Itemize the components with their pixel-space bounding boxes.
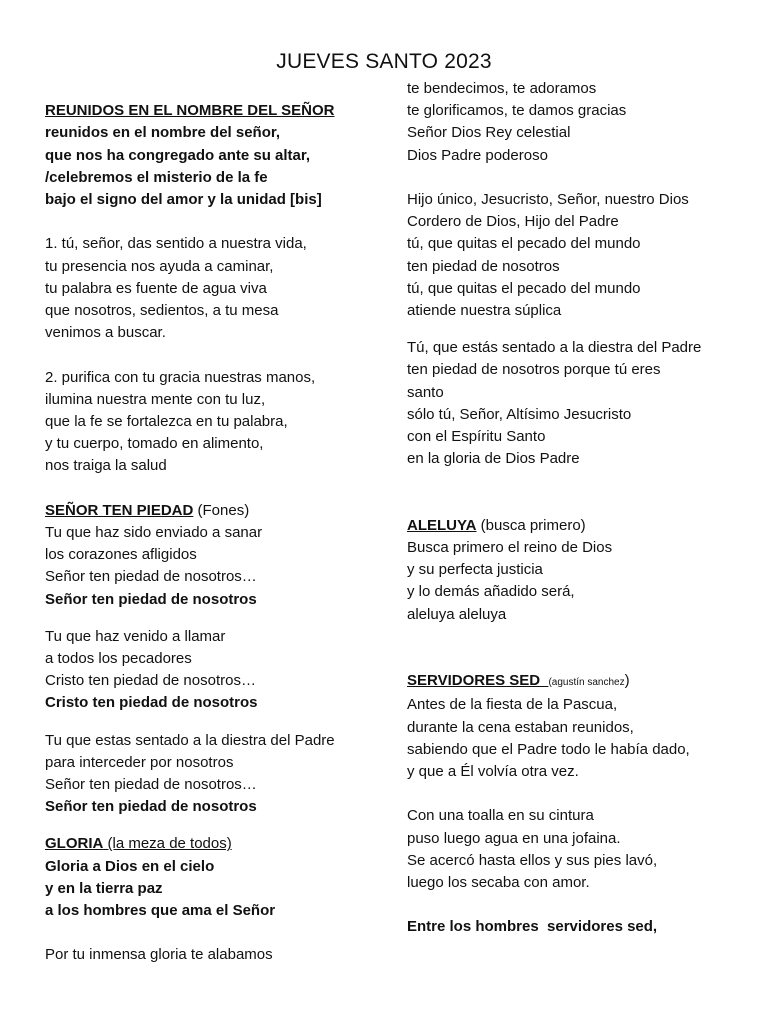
section-heading-servidores: SERVIDORES SED xyxy=(407,672,549,690)
verse-line: Antes de la fiesta de la Pascua, xyxy=(407,696,618,714)
section-heading-gloria-line xyxy=(45,833,375,855)
refrain-line: Entre los hombres servidores sed, xyxy=(407,918,658,936)
verse-line: nos traiga la salud xyxy=(45,457,167,475)
gloria-line: Señor Dios Rey celestial xyxy=(407,124,571,142)
response-line: Señor ten piedad de nosotros xyxy=(45,798,257,816)
section-author-close: ) xyxy=(624,672,630,690)
section-heading-reunidos: REUNIDOS EN EL NOMBRE DEL SEÑOR xyxy=(45,102,335,120)
verse-line: 2. purifica con tu gracia nuestras manos, xyxy=(45,368,316,386)
verse-line: y tu cuerpo, tomado en alimento, xyxy=(45,435,264,453)
aleluya-line: aleluya aleluya xyxy=(407,605,507,623)
verse-line: Señor ten piedad de nosotros… xyxy=(45,776,257,794)
gloria-line: tú, que quitas el pecado del mundo xyxy=(407,235,641,253)
section-heading-gloria: GLORIA xyxy=(45,835,104,853)
gloria-line: te bendecimos, te adoramos xyxy=(407,80,597,97)
page-title: JUEVES SANTO 2023 xyxy=(276,50,492,73)
response-line: Cristo ten piedad de nosotros xyxy=(45,694,258,712)
chorus-line: que nos ha congregado ante su altar, xyxy=(45,146,311,164)
response-line: Señor ten piedad de nosotros xyxy=(45,590,257,608)
section-heading-senor-line xyxy=(45,500,375,522)
gloria-line: santo xyxy=(407,383,444,401)
verse-line: luego los secaba con amor. xyxy=(407,874,590,892)
right-column xyxy=(407,78,737,939)
gloria-line: Por tu inmensa gloria te alabamos xyxy=(45,946,273,964)
gloria-line: con el Espíritu Santo xyxy=(407,428,546,446)
section-subtitle: (busca primero) xyxy=(476,516,586,534)
aleluya-line: y lo demás añadido será, xyxy=(407,583,575,601)
verse-line: ilumina nuestra mente con tu luz, xyxy=(45,390,266,408)
gloria-line: en la gloria de Dios Padre xyxy=(407,450,580,468)
verse-line: Tu que haz venido a llamar xyxy=(45,627,226,645)
section-heading-senor: SEÑOR TEN PIEDAD xyxy=(45,501,194,519)
verse-line: para interceder por nosotros xyxy=(45,753,234,771)
section-heading-aleluya: ALELUYA xyxy=(407,516,477,534)
verse-line: Tu que haz sido enviado a sanar xyxy=(45,524,263,541)
section-subtitle: (Fones) xyxy=(193,501,250,519)
verse-line: los corazones afligidos xyxy=(45,546,197,564)
section-heading-servidores-line xyxy=(407,670,737,694)
verse-line: tu palabra es fuente de agua viva xyxy=(45,279,267,297)
gloria-line: sólo tú, Señor, Altísimo Jesucristo xyxy=(407,405,632,423)
section-subtitle: (la meza de todos) xyxy=(103,835,232,853)
verse-line: Con una toalla en su cintura xyxy=(407,807,594,825)
verse-line: sabiendo que el Padre todo le había dado, xyxy=(407,740,690,758)
verse-line: puso luego agua en una jofaina. xyxy=(407,829,621,847)
gloria-line: ten piedad de nosotros porque tú eres xyxy=(407,361,661,379)
gloria-line: te glorificamos, te damos gracias xyxy=(407,102,627,120)
gloria-line: Dios Padre poderoso xyxy=(407,146,548,164)
verse-line: Cristo ten piedad de nosotros… xyxy=(45,672,256,690)
aleluya-line: y su perfecta justicia xyxy=(407,561,543,579)
verse-line: y que a Él volvía otra vez. xyxy=(407,763,579,781)
verse-line: que nosotros, sedientos, a tu mesa xyxy=(45,302,279,319)
chorus-line: /celebremos el misterio de la fe xyxy=(45,168,268,186)
section-author: (agustín sanchez xyxy=(548,677,625,689)
verse-line: 1. tú, señor, das sentido a nuestra vida, xyxy=(45,235,307,253)
verse-line: durante la cena estaban reunidos, xyxy=(407,718,634,736)
gloria-line: a los hombres que ama el Señor xyxy=(45,902,276,920)
verse-line: Señor ten piedad de nosotros… xyxy=(45,568,257,586)
verse-line: que la fe se fortalezca en tu palabra, xyxy=(45,413,288,430)
chorus-line: reunidos en el nombre del señor, xyxy=(45,124,281,142)
section-heading-aleluya-line xyxy=(407,515,737,537)
gloria-line: tú, que quitas el pecado del mundo xyxy=(407,279,641,297)
gloria-line: atiende nuestra súplica xyxy=(407,302,562,320)
gloria-line: Hijo único, Jesucristo, Señor, nuestro Dios xyxy=(407,191,689,208)
verse-line: Tu que estas sentado a la diestra del Padre xyxy=(45,731,335,749)
gloria-line: Cordero de Dios, Hijo del Padre xyxy=(407,213,619,231)
aleluya-line: Busca primero el reino de Dios xyxy=(407,539,613,557)
gloria-line: Gloria a Dios en el cielo xyxy=(45,857,215,875)
verse-line: venimos a buscar. xyxy=(45,324,166,342)
gloria-line: Tú, que estás sentado a la diestra del Padre xyxy=(407,339,702,357)
verse-line: a todos los pecadores xyxy=(45,650,192,668)
verse-line: Se acercó hasta ellos y sus pies lavó, xyxy=(407,851,658,869)
gloria-line: y en la tierra paz xyxy=(45,879,163,897)
verse-line: tu presencia nos ayuda a caminar, xyxy=(45,257,274,275)
gloria-line: ten piedad de nosotros xyxy=(407,257,560,275)
left-column xyxy=(45,78,375,967)
chorus-line: bajo el signo del amor y la unidad [bis] xyxy=(45,191,322,208)
